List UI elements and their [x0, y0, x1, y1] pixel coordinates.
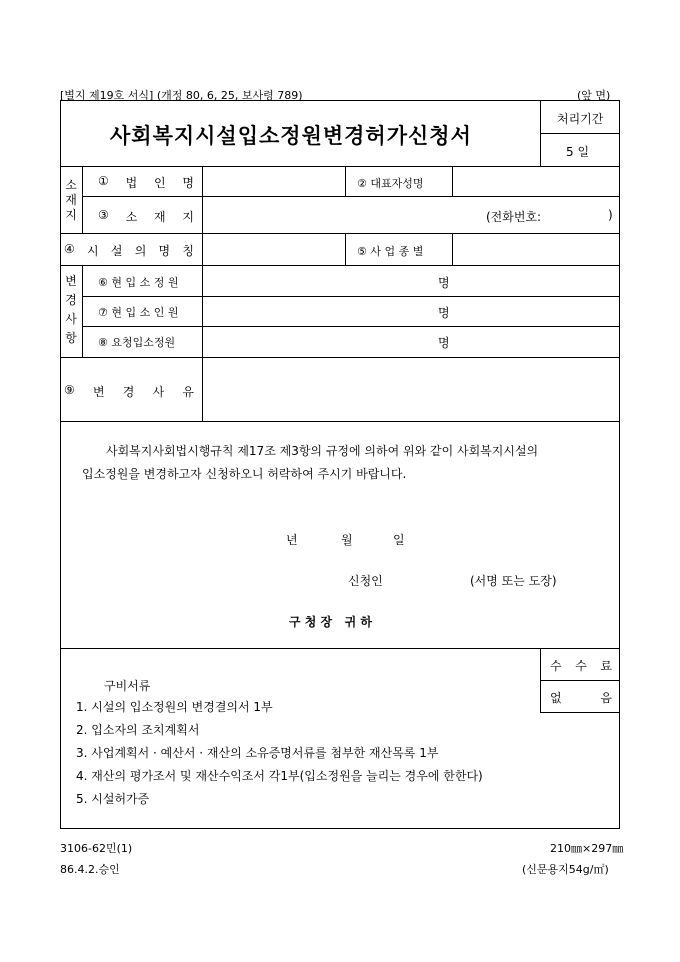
phone-field[interactable] [550, 205, 605, 225]
statement-line-2: 입소정원을 변경하고자 신청하오니 허락하여 주시기 바랍니다. [82, 467, 407, 481]
date-month-label: 월 [341, 533, 353, 547]
corp-name-field[interactable] [203, 167, 344, 195]
document-item-3: 3. 사업계획서 · 예산서 · 재산의 소유증명서류를 첨부한 재산목록 1부 [76, 746, 439, 760]
applicant-sign: (서명 또는 도장) [470, 574, 557, 588]
current-capacity-label: ⑥ 현 입 소 정 원 [98, 276, 179, 289]
current-residents-label: ⑦ 현 입 소 인 원 [98, 306, 179, 319]
address-field[interactable] [203, 197, 483, 232]
facility-name-field[interactable] [203, 234, 344, 264]
requested-capacity-field[interactable] [203, 327, 433, 356]
footer-size: 210㎜×297㎜ [550, 842, 624, 855]
document-item-4: 4. 재산의 평가조서 및 재산수익조서 각1부(입소정원을 늘리는 경우에 한한다) [76, 769, 483, 783]
current-capacity-unit: 명 [438, 276, 450, 290]
phone-label: (전화번호: [486, 210, 542, 224]
business-type-label: ⑤ 사 업 종 별 [357, 245, 424, 258]
footer-paper: (신문용지54g/㎡) [522, 863, 609, 876]
fee-label: 수 수 료 [550, 659, 612, 673]
footer-approval: 86.4.2.승인 [60, 863, 120, 876]
current-residents-field[interactable] [203, 297, 433, 325]
document-item-1: 1. 시설의 입소정원의 변경결의서 1부 [76, 700, 273, 714]
fee-value: 없 음 [550, 691, 612, 705]
processing-period-label: 처리기간 [557, 112, 604, 126]
phone-close: ) [608, 208, 613, 222]
current-residents-unit: 명 [438, 306, 450, 320]
business-type-field[interactable] [453, 234, 619, 264]
date-day-label: 일 [393, 533, 405, 547]
addressee: 구 청 장 귀 하 [289, 615, 373, 629]
address-label: ③ 소 재 지 [98, 208, 194, 224]
rep-name-label: ② 대표자성명 [357, 177, 424, 190]
form-number: [별지 제19호 서식] (개정 80, 6, 25, 보사령 789) [60, 89, 303, 102]
applicant-label: 신청인 [348, 574, 383, 588]
page-side: (앞 면) [577, 89, 611, 102]
document-item-2: 2. 입소자의 조치계획서 [76, 723, 200, 737]
date-year-label: 년 [286, 533, 298, 547]
requested-capacity-label: ⑧ 요청입소정원 [98, 336, 176, 349]
rep-name-field[interactable] [453, 167, 619, 195]
requested-capacity-unit: 명 [438, 336, 450, 350]
applicant-signature-field[interactable] [395, 568, 465, 588]
corp-name-label: ① 법 인 명 [98, 174, 194, 190]
location-group-label: 소 재 지 [65, 178, 77, 222]
change-reason-field[interactable] [203, 358, 619, 420]
document-item-5: 5. 시설허가증 [76, 792, 150, 806]
processing-period-value: 5 일 [566, 145, 590, 159]
change-group-label: 변 경 사 항 [65, 274, 77, 345]
statement-line-1: 사회복지사회법시행규칙 제17조 제3항의 규정에 의하여 위와 같이 사회복지시설의 [106, 444, 539, 458]
current-capacity-field[interactable] [203, 266, 433, 295]
facility-name-label: ④ 시 설 의 명 칭 [64, 242, 194, 258]
footer-code: 3106-62민(1) [60, 842, 133, 855]
documents-heading: 구비서류 [104, 679, 151, 693]
form-title: 사회복지시설입소정원변경허가신청서 [110, 123, 472, 148]
change-reason-label: ⑨ 변 경 사 유 [64, 383, 194, 399]
